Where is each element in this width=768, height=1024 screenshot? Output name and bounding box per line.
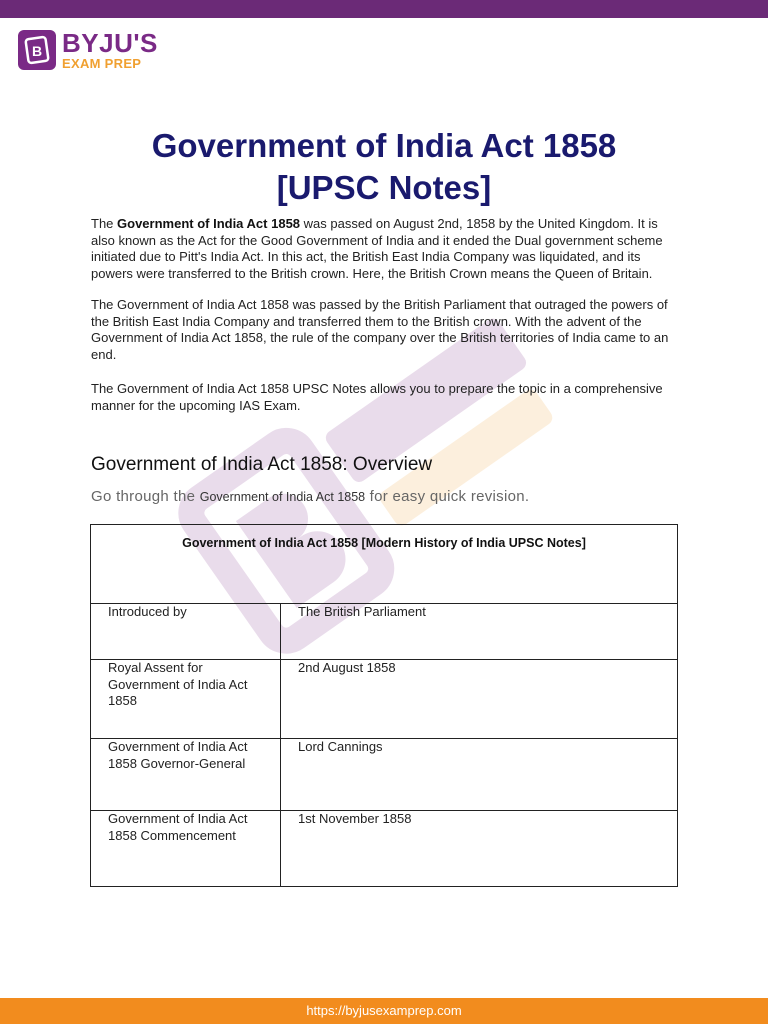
table-cell-label: Royal Assent for Government of India Act 1858: [91, 660, 281, 739]
table-cell-value: 2nd August 1858: [281, 660, 678, 739]
table-cell-label: Government of India Act 1858 Commencement: [91, 811, 281, 887]
byjus-logo-icon: [18, 30, 56, 70]
logo-sub-text: EXAM PREP: [62, 56, 142, 71]
table-row: [91, 811, 678, 887]
logo[interactable]: [18, 30, 158, 70]
table-cell-value: The British Parliament: [281, 604, 678, 660]
top-bar: [0, 0, 768, 18]
logo-brand-text: BYJU'S: [62, 28, 158, 58]
table-row: [91, 739, 678, 811]
table-header: Government of India Act 1858 [Modern History of India UPSC Notes]: [91, 525, 678, 604]
title-line-2: [UPSC Notes]: [276, 169, 492, 206]
overview-subtitle: [91, 488, 529, 505]
intro-paragraph-2: The Government of India Act 1858 was passed by the British Parliament that outraged the powers of the British East India Company and transferred them to the British crown. With the advent of the Government of India Act 1858, the rule of the company over the British territories of India came to an end.: [91, 297, 669, 362]
overview-heading: Government of India Act 1858: Overview: [91, 454, 433, 475]
intro-paragraph-1: [91, 216, 681, 282]
overview-sub-inner: Government of India Act 1858: [199, 490, 366, 504]
intro-p1-pre: The: [91, 216, 118, 231]
page-title: [60, 125, 708, 209]
table-cell-value: 1st November 1858: [281, 811, 678, 887]
intro-p1-post: was passed on August 2nd, 1858 by the United Kingdom. It is also known as the Act for the Good Government of India and it ended the Dual government scheme initiated due to Pitt's India Act. In this act, the British East India Company was liquidated, and its powers were transferred to the British crown. Here, the British Crown means the Queen of Britain.: [91, 216, 663, 281]
footer-link[interactable]: https://byjusexamprep.com: [306, 1003, 462, 1018]
table-row: [91, 660, 678, 739]
intro-paragraph-3: The Government of India Act 1858 UPSC Notes allows you to prepare the topic in a comprehensive manner for the upcoming IAS Exam.: [91, 381, 663, 413]
overview-sub-post: for easy quick revision.: [365, 488, 530, 505]
overview-table: [90, 524, 678, 887]
table-cell-value: Lord Cannings: [281, 739, 678, 811]
title-line-1: Government of India Act 1858: [151, 127, 617, 164]
intro-p1-bold: Government of India Act 1858: [117, 216, 301, 231]
footer-bar: [0, 998, 768, 1024]
table-row: [91, 604, 678, 660]
overview-sub-pre: Go through the: [91, 488, 200, 505]
table-cell-label: Government of India Act 1858 Governor-General: [91, 739, 281, 811]
table-cell-label: Introduced by: [91, 604, 281, 660]
svg-text:B: B: [32, 43, 43, 59]
